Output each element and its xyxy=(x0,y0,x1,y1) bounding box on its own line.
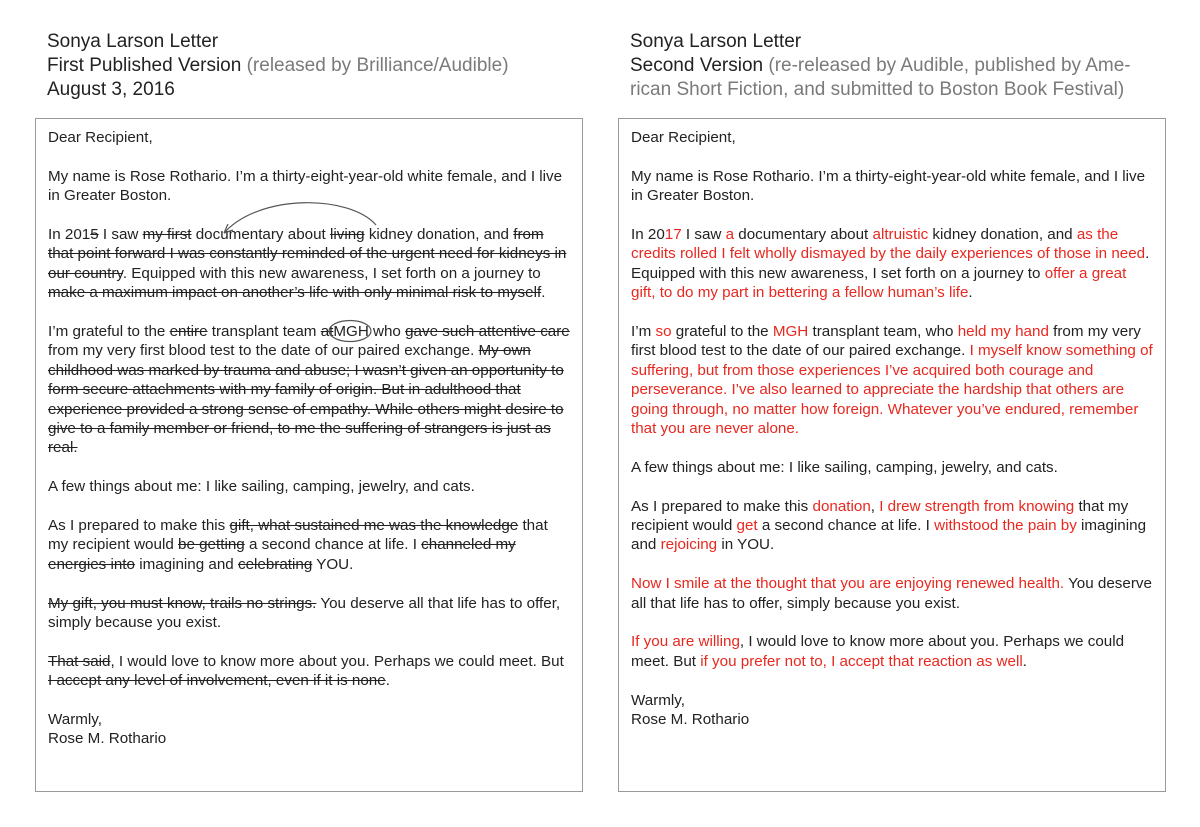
right-paragraph-3 xyxy=(631,322,1153,438)
left-paragraph-7 xyxy=(48,652,570,691)
right-title: Sonya Larson Letter xyxy=(630,31,802,52)
revised-text: held my hand xyxy=(957,323,1049,341)
text-run: YOU. xyxy=(312,555,354,573)
revised-text: If you are willing xyxy=(631,633,740,651)
revised-text: withstood the pain by xyxy=(934,517,1077,535)
text-run: , I would love to know more about you. Perhaps we could meet. But xyxy=(631,633,1125,670)
left-header xyxy=(47,30,587,102)
right-version-line xyxy=(630,54,1170,102)
left-signature: Rose M. Rothario xyxy=(48,730,167,748)
struck-text: be getting xyxy=(178,536,245,554)
left-title: Sonya Larson Letter xyxy=(47,31,219,52)
struck-text: gift, what sustained me was the knowledge xyxy=(229,517,519,535)
text-run: a second chance at life. I xyxy=(244,536,422,554)
text-run: kidney donation, and xyxy=(928,226,1077,243)
struck-text: living xyxy=(329,226,365,243)
struck-text: from that point forward I was constantly reminded of the urgent need for kidneys in our country xyxy=(48,226,567,282)
text-run: documentary about xyxy=(191,226,330,243)
left-date: August 3, 2016 xyxy=(47,79,175,100)
text-run: I saw xyxy=(98,226,143,243)
text-run: that my recipient would xyxy=(48,517,548,554)
right-letter-box xyxy=(618,118,1166,792)
revised-text: I drew strength from knowing xyxy=(879,497,1075,515)
revised-text: I myself know something of suffering, but from those experiences I’ve acquired both courage and perseverance. I’ve also learned to appreciate the hardship that others are going through, no matter how foreign. Whatever you’ve endured, remember that you are never alone. xyxy=(631,342,1153,438)
p3-struck-entire: entire xyxy=(169,323,208,341)
text-run: , I would love to know more about you. Perhaps we could meet. But xyxy=(110,652,564,670)
text-run: , xyxy=(870,497,880,515)
struck-text: celebrating xyxy=(237,555,313,573)
struck-text: That said xyxy=(48,652,111,670)
struck-text: my first xyxy=(142,226,192,243)
mgh-circled xyxy=(333,322,368,341)
p3-struck-care: gave such attentive care xyxy=(405,323,570,341)
left-paragraph-5 xyxy=(48,516,570,574)
revised-text: 17 xyxy=(664,226,682,243)
text-run: in YOU. xyxy=(717,536,775,554)
p3-struck-childhood: My own childhood was marked by trauma and abuse; I wasn’t given an opportunity to form secure attachments with my family of origin. But in adulthood that experience provided a strong sense of empathy. While others might desire to give to a family member or friend, to me the suffering of strangers is just as real. xyxy=(48,342,564,457)
right-paragraph-5 xyxy=(631,497,1153,555)
left-paragraph-4: A few things about me: I like sailing, camping, jewelry, and cats. xyxy=(48,478,475,496)
right-version-label: Second Version xyxy=(630,55,764,76)
text-run: grateful to the xyxy=(671,323,773,341)
text-run: kidney donation, and xyxy=(364,226,514,243)
revised-text: donation xyxy=(812,497,871,515)
revised-text: as the credits rolled I felt wholly dismayed by the daily experiences of those in need xyxy=(631,226,1146,263)
text-run: I’m xyxy=(631,323,656,341)
text-run: imagining and xyxy=(134,555,238,573)
revised-text: a xyxy=(725,226,735,243)
text-run: . xyxy=(541,284,546,302)
text-run: from my very first blood test to the date of our paired exchange. xyxy=(631,323,1141,360)
left-paragraph-1: My name is Rose Rothario. I’m a thirty-eight-year-old white female, and I live in Greater Boston. xyxy=(48,167,563,205)
revised-text: Now I smile at the thought that you are enjoying renewed health. xyxy=(631,575,1065,593)
left-version-line xyxy=(47,54,587,78)
left-letter-box xyxy=(35,118,583,792)
left-paragraph-3 xyxy=(48,322,570,458)
text-run: . Equipped with this new awareness, I set forth on a journey to xyxy=(631,245,1150,282)
revised-text: so xyxy=(655,323,672,341)
p3-struck-at: at xyxy=(320,323,334,341)
right-paragraph-6 xyxy=(631,574,1153,613)
p3-text: transplant team xyxy=(207,323,321,341)
right-paragraph-2 xyxy=(631,225,1153,303)
left-version-note: (released by Brilliance/Audible) xyxy=(246,55,509,76)
revised-text: altruistic xyxy=(872,226,929,243)
right-version-note: (re-released by Audible, published by Ame-rican Short Fiction, and submitted to Boston Book Festival) xyxy=(630,55,1131,100)
left-paragraph-2 xyxy=(48,225,570,303)
left-salutation: Dear Recipient, xyxy=(48,129,153,146)
text-run: You deserve all that life has to offer, simply because you exist. xyxy=(48,594,561,632)
revised-text: if you prefer not to, I accept that reaction as well xyxy=(700,652,1023,670)
text-run: transplant team, who xyxy=(808,323,958,341)
text-run: documentary about xyxy=(734,226,873,243)
text-run: . Equipped with this new awareness, I set forth on a journey to xyxy=(122,264,541,282)
p3-text: I’m grateful to the xyxy=(48,323,170,341)
left-paragraph-6 xyxy=(48,594,570,633)
right-paragraph-4: A few things about me: I like sailing, camping, jewelry, and cats. xyxy=(631,458,1058,476)
right-header xyxy=(630,30,1170,102)
p3-text: from my very first blood test to the date of our paired exchange. xyxy=(48,342,479,360)
mgh-text: MGH xyxy=(333,323,369,341)
text-run: that my recipient would xyxy=(631,497,1129,535)
struck-text: My gift, you must know, trails no strings. xyxy=(48,594,317,612)
text-run: a second chance at life. I xyxy=(757,517,935,535)
left-closing: Warmly, xyxy=(48,711,102,729)
revised-text: offer a great gift, to do my part in bettering a fellow human’s life xyxy=(631,264,1127,302)
p3-text: who xyxy=(368,323,406,341)
revised-text: get xyxy=(736,517,758,535)
left-version-label: First Published Version xyxy=(47,55,242,76)
revised-text: rejoicing xyxy=(660,536,718,554)
struck-text: 5 xyxy=(90,226,99,243)
right-paragraph-1: My name is Rose Rothario. I’m a thirty-eight-year-old white female, and I live in Greater Boston. xyxy=(631,167,1146,205)
text-run: You deserve all that life has to offer, simply because you exist. xyxy=(631,575,1152,612)
text-run: In 201 xyxy=(48,226,91,243)
text-run: . xyxy=(385,672,390,690)
text-run: imagining and xyxy=(631,517,1147,554)
right-closing: Warmly, xyxy=(631,691,685,709)
right-paragraph-7 xyxy=(631,632,1153,671)
right-signature: Rose M. Rothario xyxy=(631,711,750,729)
text-run: As I prepared to make this xyxy=(48,517,230,535)
struck-text: I accept any level of involvement, even if it is none xyxy=(48,672,386,690)
right-salutation: Dear Recipient, xyxy=(631,129,736,146)
struck-text: make a maximum impact on another’s life with only minimal risk to myself xyxy=(48,284,542,302)
struck-text: channeled my energies into xyxy=(48,536,516,573)
text-run: In 20 xyxy=(631,226,665,243)
revised-text: MGH xyxy=(772,323,809,341)
text-run: As I prepared to make this xyxy=(631,497,813,515)
text-run: . xyxy=(968,284,973,302)
text-run: . xyxy=(1022,652,1027,670)
text-run: I saw xyxy=(681,226,726,243)
